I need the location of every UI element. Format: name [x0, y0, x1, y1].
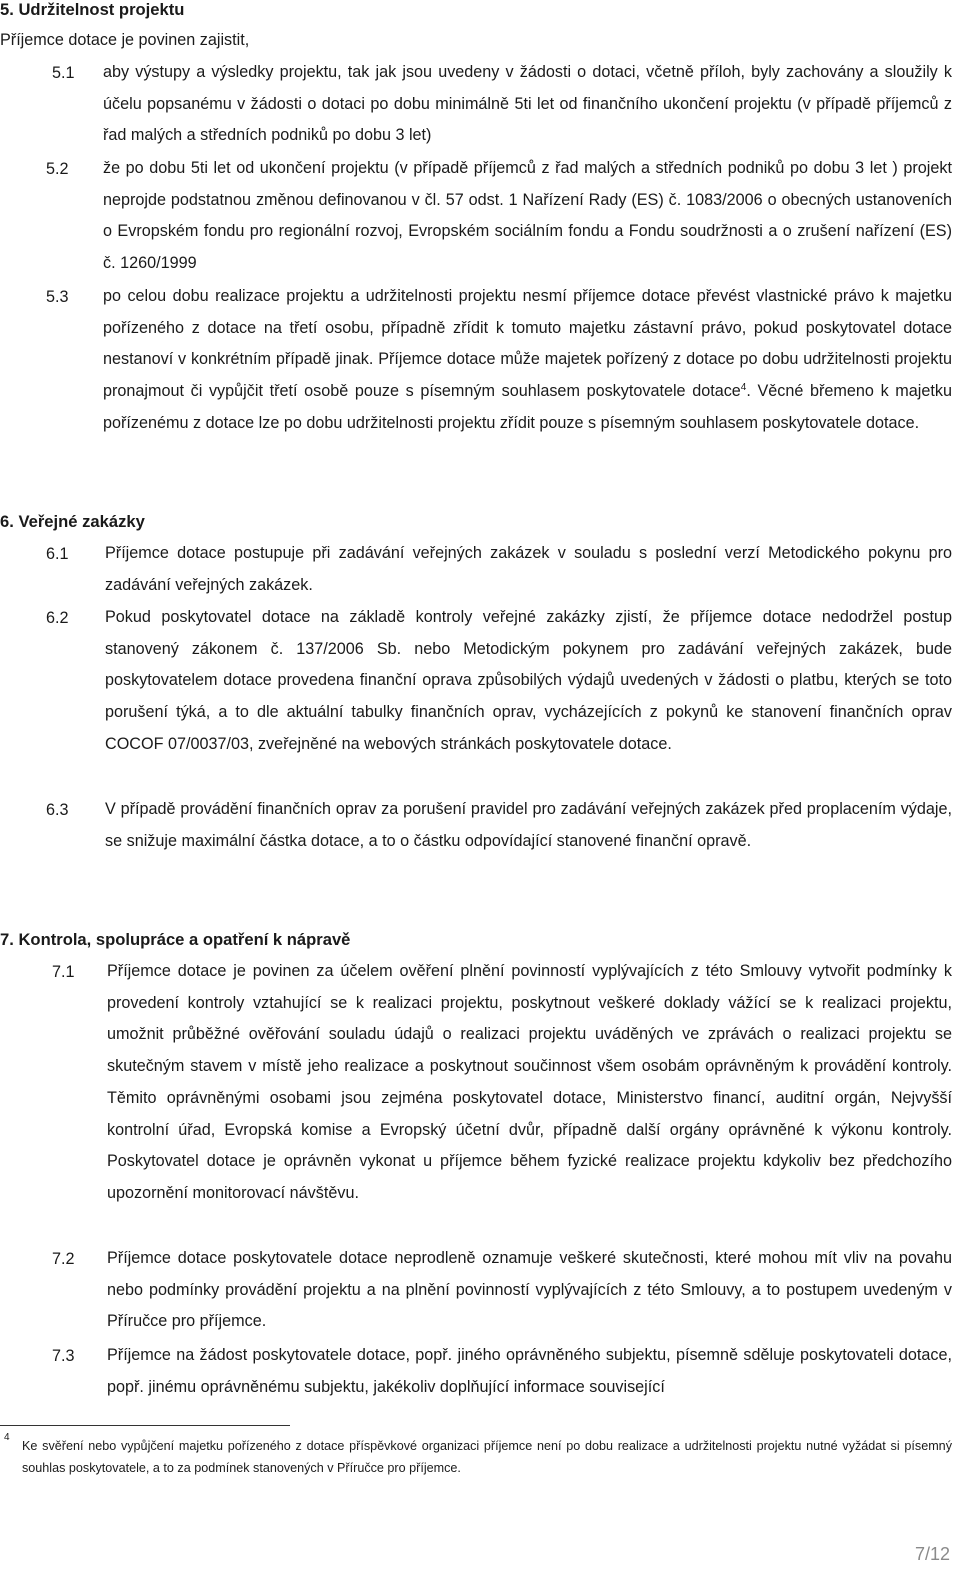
clause-text-part: po celou dobu realizace projektu a udržitelnosti projektu nesmí příjemce dotace převést vlastnické právo k majetku pořízeného z dotace na třetí osobu, případně zřídit k tomuto majetku zástavní právo, pokud poskytovatel dotace nestanoví v konkrétním případě jinak. Příjemce dotace může majetek pořízený z dotace po dobu udržitelnosti projektu pronajmout či vypůjčit třetí osobě pouze s písemným souhlasem poskytovatele dotace	[103, 287, 952, 401]
clause-number: 6.3	[46, 801, 69, 819]
section-5-intro: Příjemce dotace je povinen zajistit,	[0, 31, 250, 49]
clause-number: 7.1	[52, 963, 75, 981]
clause-text: V případě provádění finančních oprav za porušení pravidel pro zadávání veřejných zakázek před proplacením výdaje, se snižuje maximální částka dotace, a to o částku odpovídající stanovené finanční opravě.	[105, 800, 952, 850]
clause-text: Příjemce dotace poskytovatele dotace neprodleně oznamuje veškeré skutečnosti, které mohou mít vliv na povahu nebo podmínky provádění projektu a na plnění povinností vyplývajících z této Smlouvy, a to postupem uvedeným v Příručce pro příjemce.	[107, 1249, 952, 1331]
footnote-mark: 4	[4, 1432, 10, 1443]
clause-number: 6.2	[46, 609, 69, 627]
clause-number: 5.1	[52, 64, 75, 82]
clause-number: 5.2	[46, 160, 69, 178]
clause-number: 7.3	[52, 1347, 75, 1365]
clause-text	[103, 281, 952, 440]
section-6-title: 6. Veřejné zakázky	[0, 512, 145, 531]
clause-text: Příjemce dotace postupuje při zadávání veřejných zakázek v souladu s poslední verzí Metodického pokynu pro zadávání veřejných zakázek.	[105, 544, 952, 594]
section-7-title: 7. Kontrola, spolupráce a opatření k nápravě	[0, 930, 351, 949]
clause-number: 7.2	[52, 1250, 75, 1268]
footnote-reference[interactable]: 4	[740, 382, 747, 394]
section-5-title: 5. Udržitelnost projektu	[0, 0, 185, 19]
clause-text: Pokud poskytovatel dotace na základě kontroly veřejné zakázky zjistí, že příjemce dotace nedodržel postup stanovený zákonem č. 137/2006 Sb. nebo Metodickým pokynem pro zadávání veřejných zakázek, bude poskytovatelem dotace provedena finanční oprava způsobilých výdajů uvedených v žádosti o platbu, kterých se toto porušení týká, a to dle aktuální tabulky finančních oprav, vycházejících z pokynů ke stanovení finančních oprav COCOF 07/0037/03, zveřejněné na webových stránkách poskytovatele dotace.	[105, 608, 952, 753]
footnote-text: Ke svěření nebo vypůjčení majetku pořízeného z dotace příspěvkové organizaci příjemce není po dobu realizace a udržitelnosti projektu nutné vyžádat si písemný souhlas poskytovatele, a to za podmínek stanovených v Příručce pro příjemce.	[22, 1439, 952, 1475]
clause-number: 6.1	[46, 545, 69, 563]
clause-text-part: . Věcné břemeno k majetku pořízenému z dotace lze po dobu udržitelnosti projektu zřídit pouze s písemným souhlasem poskytovatele dotace.	[103, 382, 952, 432]
page-number: 7/12	[914, 1544, 950, 1564]
clause-text: že po dobu 5ti let od ukončení projektu (v případě příjemců z řad malých a středních podniků po dobu 3 let ) projekt neprojde podstatnou změnou definovanou v čl. 57 odst. 1 Nařízení Rady (ES) č. 1083/2006 o obecných ustanoveních o Evropském fondu pro regionální rozvoj, Evropském sociálním fondu a Fondu soudržnosti a o zrušení nařízení (ES) č. 1260/1999	[103, 159, 952, 273]
clause-text: aby výstupy a výsledky projektu, tak jak jsou uvedeny v žádosti o dotaci, včetně příloh, byly zachovány a sloužily k účelu popsanému v žádosti o dotaci po dobu minimálně 5ti let od finančního ukončení projektu (v případě příjemců z řad malých a středních podniků po dobu 3 let)	[103, 63, 952, 145]
clause-text: Příjemce na žádost poskytovatele dotace, popř. jiného oprávněného subjektu, písemně sděluje poskytovateli dotace, popř. jinému oprávněnému subjektu, jakékoliv doplňující informace související	[107, 1346, 952, 1396]
clause-number: 5.3	[46, 288, 69, 306]
footnote-separator	[0, 1425, 290, 1426]
clause-text: Příjemce dotace je povinen za účelem ověření plnění povinností vyplývajících z této Smlouvy vytvořit podmínky k provedení kontroly vztahující se k realizaci projektu, poskytnout veškeré doklady vážící se k realizaci projektu, umožnit průběžné ověřování souladu údajů o realizaci projektu uváděných ve zprávách o realizaci projektu se skutečným stavem v místě jeho realizace a poskytnout součinnost všem osobám oprávněným k provádění kontroly. Těmito oprávněnými osobami jsou zejména poskytovatel dotace, Ministerstvo financí, auditní orgán, Nejvyšší kontrolní úřad, Evropská komise a Evropský účetní dvůr, případně další orgány oprávněné k výkonu kontroly. Poskytovatel dotace je oprávněn vykonat u příjemce během fyzické realizace projektu kdykoliv bez předchozího upozornění monitorovací návštěvu.	[107, 962, 952, 1202]
